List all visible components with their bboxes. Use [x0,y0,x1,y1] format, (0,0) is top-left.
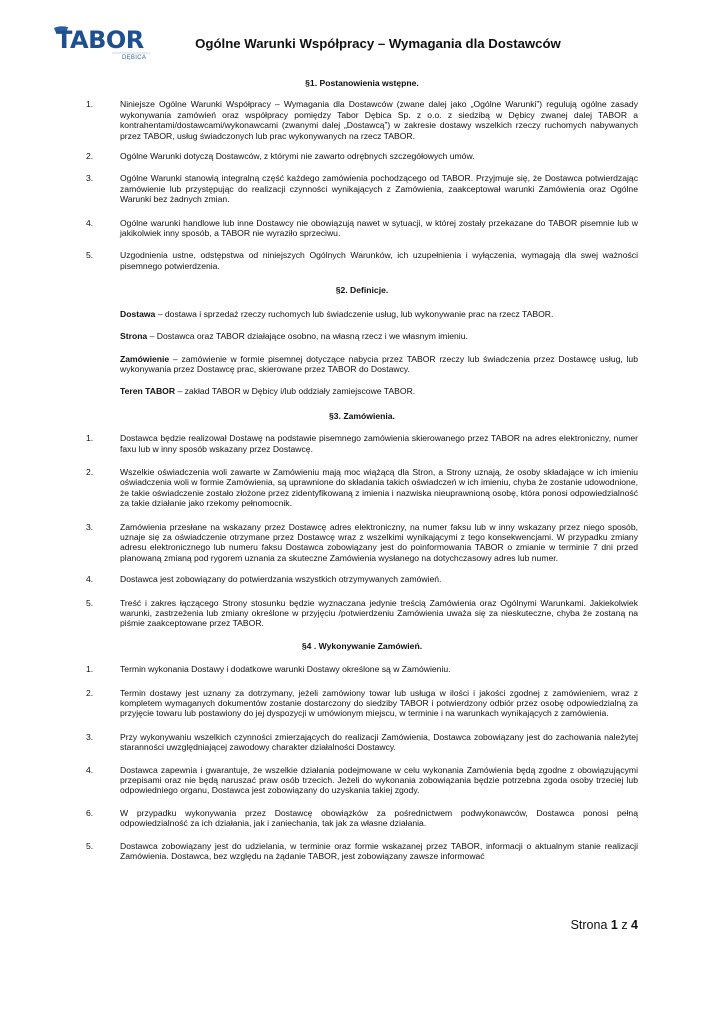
list-item: 5. Uzgodnienia ustne, odstępstwa od niniejszych Ogólnych Warunków, ich uzupełnienia i wyłączenia, wymagają dla swej ważności pisemnego potwierdzenia. [86,250,638,271]
definition: Strona – Dostawca oraz TABOR działające osobno, na własną rzecz i we własnym imieniu. [120,331,468,342]
list-item: 3. Zamówienia przesłane na wskazany przez Dostawcę adres elektroniczny, na numer faksu lub w inny wskazany przez niego sposób, uznaje się za oświadczenie otrzymane przez Dostawcę wraz z wszelkimi wynikającymi z tego konsekwencjami. W przypadku zmiany adresu elektronicznego lub numeru faksu Dostawca zobowiązany jest do poinformowania TABOR o zmianie w terminie 7 dni przed planowaną zmianą pod rygorem uznania za skuteczne Zamówienia wysłanego na dotychczasowy adres lub numer. [86,521,638,563]
page-number: Strona 1 z 4 [570,918,638,932]
section-heading: §2. Definicje. [335,285,389,296]
section-heading: §3. Zamówienia. [329,410,395,421]
list-item: 4. Ogólne warunki handlowe lub inne Dostawcy nie obowiązują nawet w sytuacji, w której zostały przekazane do TABOR pisemnie lub w jakikolwiek inny sposób, a TABOR nie wyraziło sprzeciwu. [86,217,638,239]
definition: Zamówienie – zamówienie w formie pisemnej dotyczące nabycia przez TABOR rzeczy lub świadczenia przez Dostawcę usług, lub wykonywania przez Dostawcę prac, skierowane przez TABOR do Dostawcy. [120,353,638,374]
list-item: 4. Dostawca zapewnia i gwarantuje, że wszelkie działania podejmowane w celu wykonania Zamówienia będą zgodne z obowiązującymi przepisami oraz nie będą naruszać praw osób trzecich. Jeżeli do wykonania zobowiązania będzie potrzebna zgoda osoby trzeciej lub odpowiedniego organu, Dostawca jest zobowiązany do uzyskania takiej zgody. [86,764,638,796]
document-title: Ogólne Warunki Współpracy – Wymagania dla Dostawców [195,36,561,51]
tabor-logo [52,24,154,60]
definition: Dostawa – dostawa i sprzedaż rzeczy ruchomych lub świadczenie usług, lub wykonywanie prac na rzecz TABOR. [120,308,554,319]
logo-text: TABOR [56,26,144,54]
list-item: 3. Ogólne Warunki stanowią integralną część każdego zamówienia pochodzącego od TABOR. Przyjmuje się, że Dostawca potwierdzając zamówienie lub przystępując do realizacji czynności wynikających z Zamówienia, zaakceptował warunki Zamówienia oraz Ogólne Warunki bez żadnych zmian. [86,173,638,205]
list-item: 1. Termin wykonania Dostawy i dodatkowe warunki Dostawy określone są w Zamówieniu. [86,664,451,675]
list-item: 4. Dostawca jest zobowiązany do potwierdzania wszystkich otrzymywanych zamówień. [86,574,442,585]
document-body [86,78,638,862]
list-item: 2. Ogólne Warunki dotyczą Dostawców, z którymi nie zawarto odrębnych szczegółowych umów. [86,151,475,162]
section-heading: §1. Postanowienia wstępne. [305,78,419,88]
list-item: 6. W przypadku wykonywania przez Dostawcę obowiązków za pośrednictwem podwykonawców, Dostawca ponosi pełną odpowiedzialność za ich działania, jak i zaniechania, tak jak za własne działania. [86,807,638,829]
list-item: 1. Niniejsze Ogólne Warunki Współpracy – Wymagania dla Dostawców (zwane dalej jako „Ogólne Warunki”) regulują ogólne zasady wykonywania zamówień oraz współpracy pomiędzy Tabor Dębica Sp. z o.o. z siedzibą w Dębicy zwanej dalej TABOR a kontrahentami/dostawcami/wykonawcami (zwanymi dalej „Dostawcą”) w zakresie dostawy wszelkich rzeczy ruchomych nabywanych przez TABOR, usług świadczonych lub prac wykonywanych na rzecz TABOR. [86,99,638,141]
logo-sub: DĘBICA [122,55,147,60]
list-item: 2. Wszelkie oświadczenia woli zawarte w Zamówieniu mają moc wiążącą dla Stron, a Strony uznają, że osoby składające w ich imieniu oświadczenia woli w formie Zamówienia, są uprawnione do składania takich oświadczeń w ich imieniu, chyba że zostanie udowodnione, że takie oświadczenie zostało złożone przez zidentyfikowaną z imienia i nazwiska nieuprawnioną osobę, która ponosi odpowiedzialność za takie działanie jako rzekomy pełnomocnik. [86,466,638,509]
list-item: 2. Termin dostawy jest uznany za dotrzymany, jeżeli zamówiony towar lub usługa w ilości i jakości zgodnej z zamówieniem, wraz z kompletem wymaganych dokumentów zostanie dostarczony do siedziby TABOR i potwierdzony odbiór przez osobę odpowiedzialną za przyjęcie towaru lub postawiony do jej dyspozycji w umówionym miejscu, w terminie i na warunkach wynikających z zamówienia. [86,687,638,719]
list-item: 1. Dostawca będzie realizował Dostawę na podstawie pisemnego zamówienia skierowanego przez TABOR na adres elektroniczny, numer faxu lub w inny sposób wskazany przez Dostawcę. [86,433,638,454]
definition: Teren TABOR – zakład TABOR w Dębicy i/lub oddziały zamiejscowe TABOR. [120,386,416,397]
section-heading: §4 . Wykonywanie Zamówień. [301,640,423,651]
list-item: 5. Treść i zakres łączącego Strony stosunku będzie wyznaczana jedynie treścią Zamówienia oraz Ogólnymi Warunkami. Jakiekolwiek warunki, zastrzeżenia lub zmiany określone w przyjęciu /potwierdzeniu Zamówienia uważa się za nieskuteczne, chyba że zostaną na piśmie zaakceptowane przez TABOR. [86,597,638,629]
list-item: 5. Dostawca zobowiązany jest do udzielania, w terminie oraz formie wskazanej przez TABOR, informacji o aktualnym stanie realizacji Zamówienia. Dostawca, bez względu na żądanie TABOR, jest zobowiązany zawsze informować [86,840,638,862]
list-item: 3. Przy wykonywaniu wszelkich czynności zmierzających do realizacji Zamówienia, Dostawca zobowiązany jest do zachowania należytej staranności uwzględniającej zawodowy charakter działalności Dostawcy. [86,731,638,753]
